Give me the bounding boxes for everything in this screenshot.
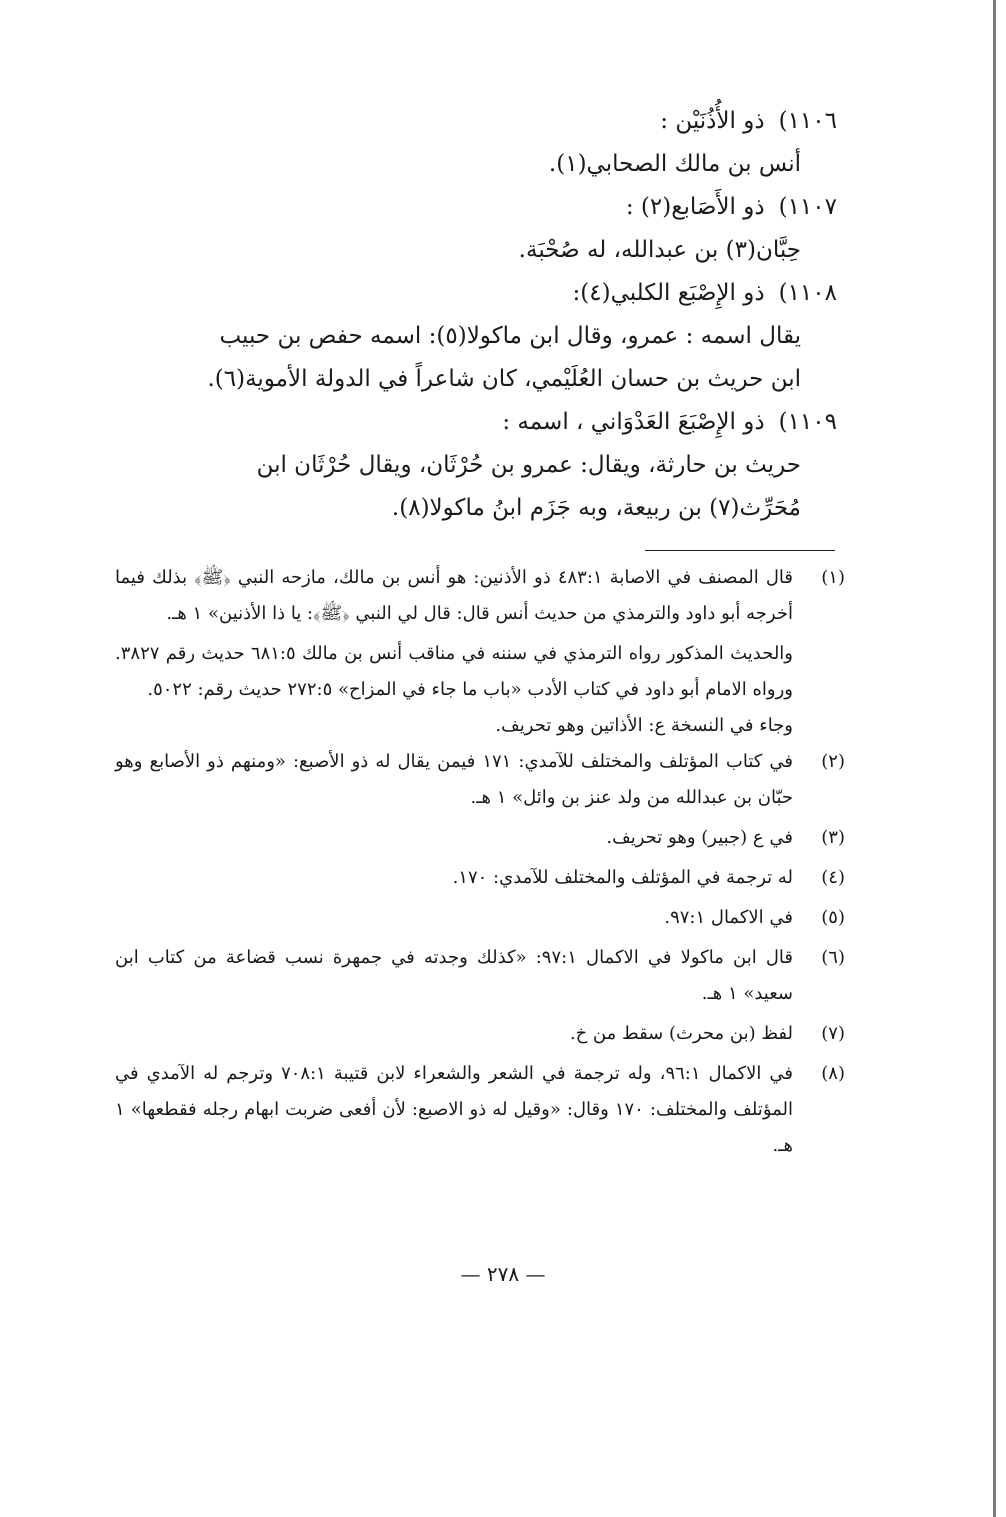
entry-line: مُحَرِّث(٧) بن ربيعة، وبه جَزَم ابنُ ماكولا(٨). [391,495,801,521]
entry-line: يقال اسمه : عمرو، وقال ابن ماكولا(٥): اسمه حفص بن حبيب [219,323,801,349]
footnote-number: (٦) [821,947,845,968]
page-number: — ٢٧٨ — [460,1262,546,1286]
footnote-text: له ترجمة في المؤتلف والمختلف للآمدي: ١٧٠. [452,867,793,888]
entry-title: ذو الأُذُنَيْن : [660,108,765,134]
footnote [115,860,845,896]
footnote [115,820,845,856]
footnotes [115,560,845,1168]
entry-title: ذو الإِصْبَع الكلبي(٤): [572,280,765,306]
entry [115,186,837,272]
footnote [115,940,845,1012]
entry-line: أنس بن مالك الصحابي(١). [548,151,801,177]
footnote-text: في الاكمال ٩٧:١. [664,907,793,928]
footnote-text: والحديث المذكور رواه الترمذي في سننه في مناقب أنس بن مالك ٦٨١:٥ حديث رقم ٣٨٢٧. ورواه الامام أبو داود في كتاب الأدب «باب ما جاء في المزاح» ٢٧٢:٥ حديث رقم: ٥٠٢٢. [115,643,793,700]
footnote-text: في كتاب المؤتلف والمختلف للآمدي: ١٧١ فيمن يقال له ذو الأصبع: «ومنهم ذو الأصابع وهو حبّان بن عبدالله من ولد عنز بن وائل» ١ هـ. [115,751,793,808]
entry-title: ذو الإِصْبَعَ العَدْوَاني ، اسمه : [502,409,765,435]
footnote-text: قال ابن ماكولا في الاكمال ٩٧:١: «كذلك وجدته في جمهرة نسب قضاعة من كتاب ابن سعيد» ١ هـ. [115,947,793,1004]
footnote-number: (١) [821,567,845,588]
footnote-text: وجاء في النسخة ع: الأذاتين وهو تحريف. [495,715,793,736]
footnote-number: (٧) [821,1023,845,1044]
footnote [115,744,845,816]
entry-number: ١١٠٧) [778,194,837,220]
entry [115,401,837,530]
footnote-text: في ع (جبير) وهو تحريف. [606,827,793,848]
entry [115,272,837,401]
footnote-rule [645,550,835,551]
entry-heading [115,100,837,143]
entry-line: حِبَّان(٣) بن عبدالله، له صُحْبَة. [518,237,801,263]
entry-number: ١١٠٨) [778,280,837,306]
footnote-text: لفظ (بن محرث) سقط من خ. [569,1023,793,1044]
footnote [115,1016,845,1052]
entry-number: ١١٠٦) [778,108,837,134]
footnote-number: (٨) [821,1063,845,1084]
entry-heading [115,401,837,444]
main-text [115,100,837,530]
entry-heading [115,186,837,229]
footnote [115,560,845,744]
page-edge [993,0,996,1517]
footnote [115,1056,845,1164]
footnote-text: قال المصنف في الاصابة ٤٨٣:١ ذو الأذنين: هو أنس بن مالك، مازحه النبي ﴿ﷺ﴾ بذلك فيما أخرجه أبو داود والترمذي من حديث أنس قال: قال لي النبي ﴿ﷺ﴾: يا ذا الأذنين» ١ هـ. [115,567,793,624]
footnote [115,900,845,936]
entry-title: ذو الأَصَابع(٢) : [625,194,765,220]
footnote-number: (٤) [821,867,845,888]
entry-line: ابن حريث بن حسان العُلَيْمي، كان شاعراً في الدولة الأموية(٦). [207,366,801,392]
entry-line: حريث بن حارثة، ويقال: عمرو بن حُرْثَان، ويقال حُرْثَان ابن [256,452,801,478]
entry-number: ١١٠٩) [778,409,837,435]
footnote-number: (٥) [821,907,845,928]
footnote-text: في الاكمال ٩٦:١، وله ترجمة في الشعر والشعراء لابن قتيبة ٧٠٨:١ وترجم له الآمدي في المؤتلف والمختلف: ١٧٠ وقال: «وقيل له ذو الاصبع: لأن أفعى ضربت ابهام رجله فقطعها» ١ هـ. [115,1063,794,1156]
entry [115,100,837,186]
footnote-number: (٣) [821,827,845,848]
footnote-number: (٢) [821,751,845,772]
entry-heading [115,272,837,315]
